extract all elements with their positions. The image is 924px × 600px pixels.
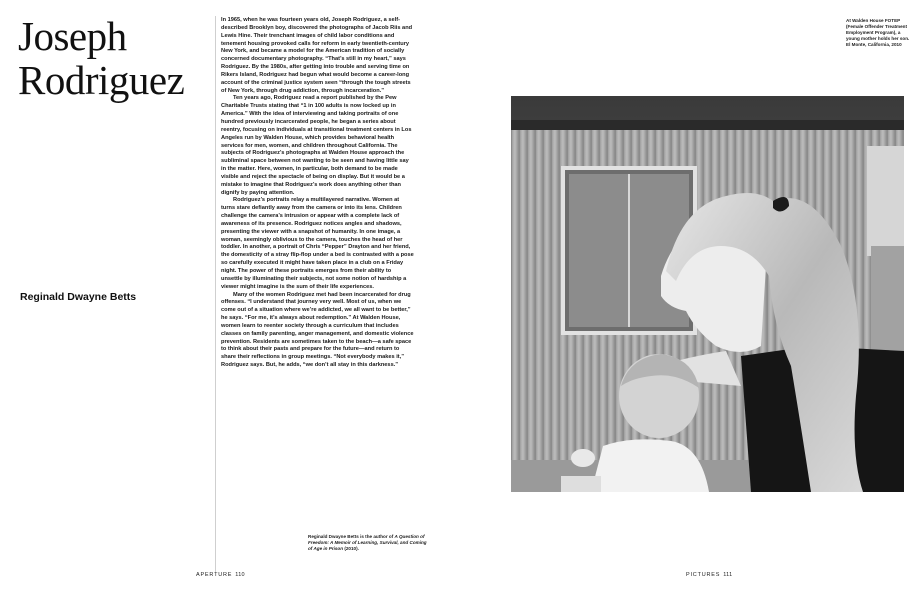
author-bio-suffix: (2010). (343, 546, 359, 551)
author-bio-note (308, 534, 428, 552)
folio-right (686, 572, 732, 578)
article-body (221, 17, 414, 370)
article-title-line-2: Rodriguez (18, 57, 185, 103)
body-paragraph-3: Rodriguez’s portraits relay a multilayered narrative. Women at turns stare defiantly away from the camera or into its lens. Children challenge the camera’s intrusion or appear with a complete lack of awareness of its presence. Rodriguez notices angles and shadows, presenting the viewer with a snapshot of humanity. In one image, a woman, seemingly oblivious to the camera, touches the head of her toddler. In another, a portrait of Chris “Pepper” Drayton and her friend, the domesticity of a stray flip-flop under a bed is contrasted with a pose so carefully executed it might have taken place in a club on a Friday night. The power of these portraits emerges from their ability to unsettle by illuminating their subjects, not some notion of hardship a viewer might imagine is the sum of their life experiences. (221, 197, 414, 290)
photograph-image (511, 96, 904, 492)
body-paragraph-4: Many of the women Rodriguez met had been incarcerated for drug offenses. “I understand that journey very well. Most of us, when we come out of a situation where we’re addicted, we all want to be better,” he says. “For me, it’s always about redemption.” At Walden House, women learn to reenter society through a curriculum that includes classes on family parenting, anger management, and domestic violence prevention. Residents are sometimes taken to the beach—a safe space to think about their pasts and prepare for the future—and return to share their reflections in group meetings. “Not everybody makes it,” Rodriguez says. But, he adds, “we don’t all stay in this darkness.” (221, 291, 414, 369)
article-title (18, 14, 184, 102)
author-bio-prefix: Reginald Dwayne Betts is the author of (308, 534, 395, 539)
photograph-mother-and-son (511, 96, 904, 492)
author-book-title: A Question of Freedom: A Memoir of Learning, Survival, and Coming of Age in Prison (308, 534, 427, 551)
folio-right-page-number: 111 (723, 572, 733, 578)
folio-left (196, 572, 245, 578)
folio-right-label: PICTURES (686, 572, 721, 578)
photo-caption: At Walden House FOTEP (Female Offender Treatment Employment Program), a young mother holds her son. El Monte, California, 2010 (846, 18, 910, 47)
byline: Reginald Dwayne Betts (20, 291, 137, 303)
article-title-line-1: Joseph (18, 13, 127, 59)
column-divider (215, 16, 216, 572)
body-paragraph-1: In 1965, when he was fourteen years old, Joseph Rodriguez, a self-described Brooklyn boy, discovered the photographs of Jacob Riis and Lewis Hine. Their trenchant images of child labor conditions and tenement housing provoked calls for reform in early twentieth-century New York, and became a model for the American tradition of socially concerned documentary photography. “That’s still in my heart,” says Rodriguez. By the 1980s, after getting into trouble and serving time on Rikers Island, Rodriguez had begun what would become a career-long account of the criminal justice system seen “through the tough streets of New York, through drug addiction, through incarceration.” (221, 17, 413, 94)
folio-left-page-number: 110 (235, 572, 245, 578)
body-paragraph-2: Ten years ago, Rodriguez read a report published by the Pew Charitable Trusts stating that “1 in 100 adults is now locked up in America.” With the idea of interviewing and taking portraits of one hundred previously incarcerated people, he began a series about reentry, focusing on individuals at transitional treatment centers in Los Angeles run by Walden House, which provides behavioral health services for men, women, and children throughout California. The subjects of Rodriguez’s photographs at Walden House approach the subliminal space between not wanting to be seen and having little say in the matter. Here, women, in particular, both demand to be made visible and reject the spectacle of being on display. But it would be a mistake to imagine that Rodriguez’s work does anything other than dignify by paying attention. (221, 95, 412, 196)
folio-left-label: APERTURE (196, 572, 233, 578)
